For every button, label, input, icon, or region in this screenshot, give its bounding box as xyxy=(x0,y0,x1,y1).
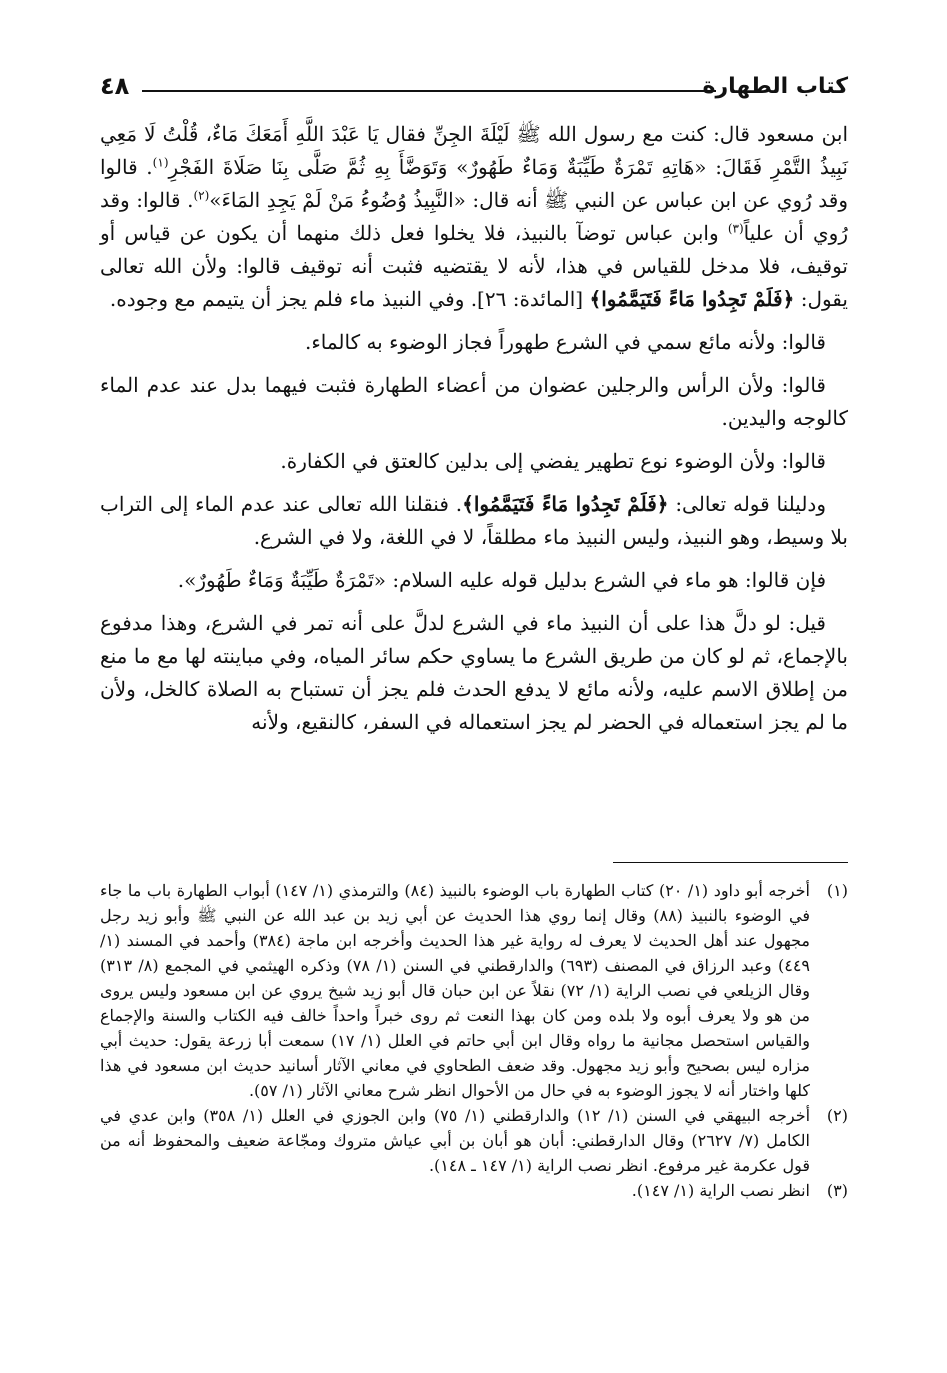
paragraph-6: فإن قالوا: هو ماء في الشرع بدليل قوله عليه السلام: «تَمْرَةٌ طَيِّبَةٌ وَمَاءٌ طَهُورٌ». xyxy=(177,568,826,592)
quran-verse: ﴿فَلَمْ تَجِدُوا مَاءً فَتَيَمَّمُوا﴾ xyxy=(462,492,669,516)
footnote-text: انظر نصب الراية (١/ ١٤٧). xyxy=(631,1181,810,1200)
footnote-3 xyxy=(100,1178,848,1203)
header-rule xyxy=(142,90,716,92)
footnotes xyxy=(100,878,848,1203)
page-header xyxy=(100,70,848,110)
paragraph-2: قالوا: ولأنه مائع سمي في الشرع طهوراً فجاز الوضوء به كالماء. xyxy=(304,330,826,354)
paragraph-1: ابن مسعود قال: كنت مع رسول الله ﷺ لَيْلَةَ الجِنِّ فقال يَا عَبْدَ اللَّهِ أَمَعَكَ مَاءٌ، قُلْتُ لَا مَعِي نَبِيذُ التَّمْرِ فَقَالَ: «هَاتِهِ تَمْرَةٌ طَيِّبَةٌ وَمَاءٌ طَهُورٌ» وَتَوَضَّأَ بِهِ ثُمَّ صَلَّى بِنَا صَلَاةَ الفَجْرِ$^{(١)}$. قالوا وقد رُوي عن ابن عباس عن النبي ﷺ أنه قال: «النَّبِيذُ وُضُوءُ مَنْ لَمْ يَجِدِ المَاءَ»$^{(٢)}$. قالوا: وقد رُوي أن علياً$^{(٣)}$ وابن عباس توضآ بالنبيذ، فلا يخلوا فعل ذلك منهما أن يكون عن قياس أو توقيف، فلا مدخل للقياس في هذا، لأنه لا يقتضيه فثبت أنه توقيف قالوا: ولأن الله تعالى يقول: ﴿فَلَمْ تَجِدُوا مَاءً فَتَيَمَّمُوا﴾ [المائدة: ٢٦]. وفي النبيذ ماء فلم يجز أن يتيمم مع وجوده. xyxy=(100,122,849,311)
paragraph-7: قيل: لو دلَّ هذا على أن النبيذ ماء في الشرع لدلَّ على أنه تمر في الشرع، وهذا مدفوع بالإجماع، ثم لو كان من طريق الشرع ما يساوي حكم سائر المياه، وفي مباينته لها مع ما منع من إطلاق الاسم عليه، ولأنه مائع لا يدفع الحدث فلم يجز أن تستباح به الصلاة كالخل، ولأن ما لم يجز استعماله في الحضر لم يجز استعماله في السفر، كالنقيع، ولأنه xyxy=(100,611,848,734)
footnote-separator xyxy=(613,862,848,863)
footnote-text: أخرجه أبو داود (١/ ٢٠) كتاب الطهارة باب الوضوء بالنبيذ (٨٤) والترمذي (١/ ١٤٧) أبواب الطهارة باب ما جاء في الوضوء بالنبيذ (٨٨) وقال إنما روي هذا الحديث عن أبي زيد بن عبد الله عن النبي ﷺ وأبو زيد رجل مجهول عند أهل الحديث لا يعرف له رواية غير هذا الحديث وأخرجه ابن ماجة (٣٨٤) وأحمد في المسند (١/ ٤٤٩) وعبد الرزاق في المصنف (٦٩٣) والدارقطني في السنن (١/ ٧٨) وذكره الهيثمي في المجمع (٨/ ٣١٣) وقال الزيلعي في نصب الراية (١/ ٧٢) نقلاً عن ابن حبان قال أبو زيد شيخ يروي عن ابن مسعود وليس يروى من هو ولا يعرف أبوه ولا بلده ومن كان بهذا النعت ثم روى خبراً واحداً خالف فيه الكتاب والسنة والإجماع والقياس استحصل مجانية ما رواه وقال ابن أبي حاتم في العلل (١/ ١٧) سمعت أبا زرعة يقول: حديث أبي مزاره ليس بصحيح وأبو زيد مجهول. وقد ضعف الطحاوي في معاني الآثار أسانيد حديث ابن مسعود في هذا كلها واختار أنه لا يجوز الوضوء به في حال من الأحوال انظر شرح معاني الآثار (١/ ٥٧). xyxy=(100,881,811,1100)
book-page xyxy=(100,70,848,1320)
paragraph-4: قالوا: ولأن الوضوء نوع تطهير يفضي إلى بدلين كالعتق في الكفارة. xyxy=(280,449,826,473)
running-title: كتاب الطهارة xyxy=(702,74,848,99)
footnote-text: أخرجه البيهقي في السنن (١/ ١٢) والدارقطني (١/ ٧٥) وابن الجوزي في العلل (١/ ٣٥٨) وابن عدي في الكامل (٧/ ٢٦٢٧) وقال الدارقطني: أبان هو أبان بن أبي عياش متروك ومجّاعة ضعيف والمحفوظ أنه من قول عكرمة غير مرفوع. انظر نصب الراية (١/ ١٤٧ ـ ١٤٨). xyxy=(100,1106,811,1175)
footnote-2 xyxy=(100,1103,848,1178)
footnote-number: (٢) xyxy=(826,1106,848,1125)
main-text xyxy=(100,118,848,749)
footnote-ref-1[interactable]: (١) xyxy=(152,155,169,170)
footnote-1 xyxy=(100,878,848,1103)
footnote-number: (٣) xyxy=(826,1181,848,1200)
paragraph-5: ودليلنا قوله تعالى: ﴿فَلَمْ تَجِدُوا مَاءً فَتَيَمَّمُوا﴾. فنقلنا الله تعالى عند عدم الماء إلى التراب بلا وسيط، وهو النبيذ، وليس النبيذ ماء مطلقاً، لا في اللغة، ولا في الشرع. xyxy=(100,492,848,549)
page-number: ٤٨ xyxy=(100,72,130,100)
footnote-ref-2[interactable]: (٢) xyxy=(193,188,210,203)
footnote-ref-3[interactable]: (٣) xyxy=(727,221,744,236)
paragraph-3: قالوا: ولأن الرأس والرجلين عضوان من أعضاء الطهارة فثبت فيهما بدل عند عدم الماء كالوجه واليدين. xyxy=(100,373,848,430)
footnote-number: (١) xyxy=(826,881,848,900)
quran-verse: ﴿فَلَمْ تَجِدُوا مَاءً فَتَيَمَّمُوا﴾ xyxy=(589,287,795,311)
